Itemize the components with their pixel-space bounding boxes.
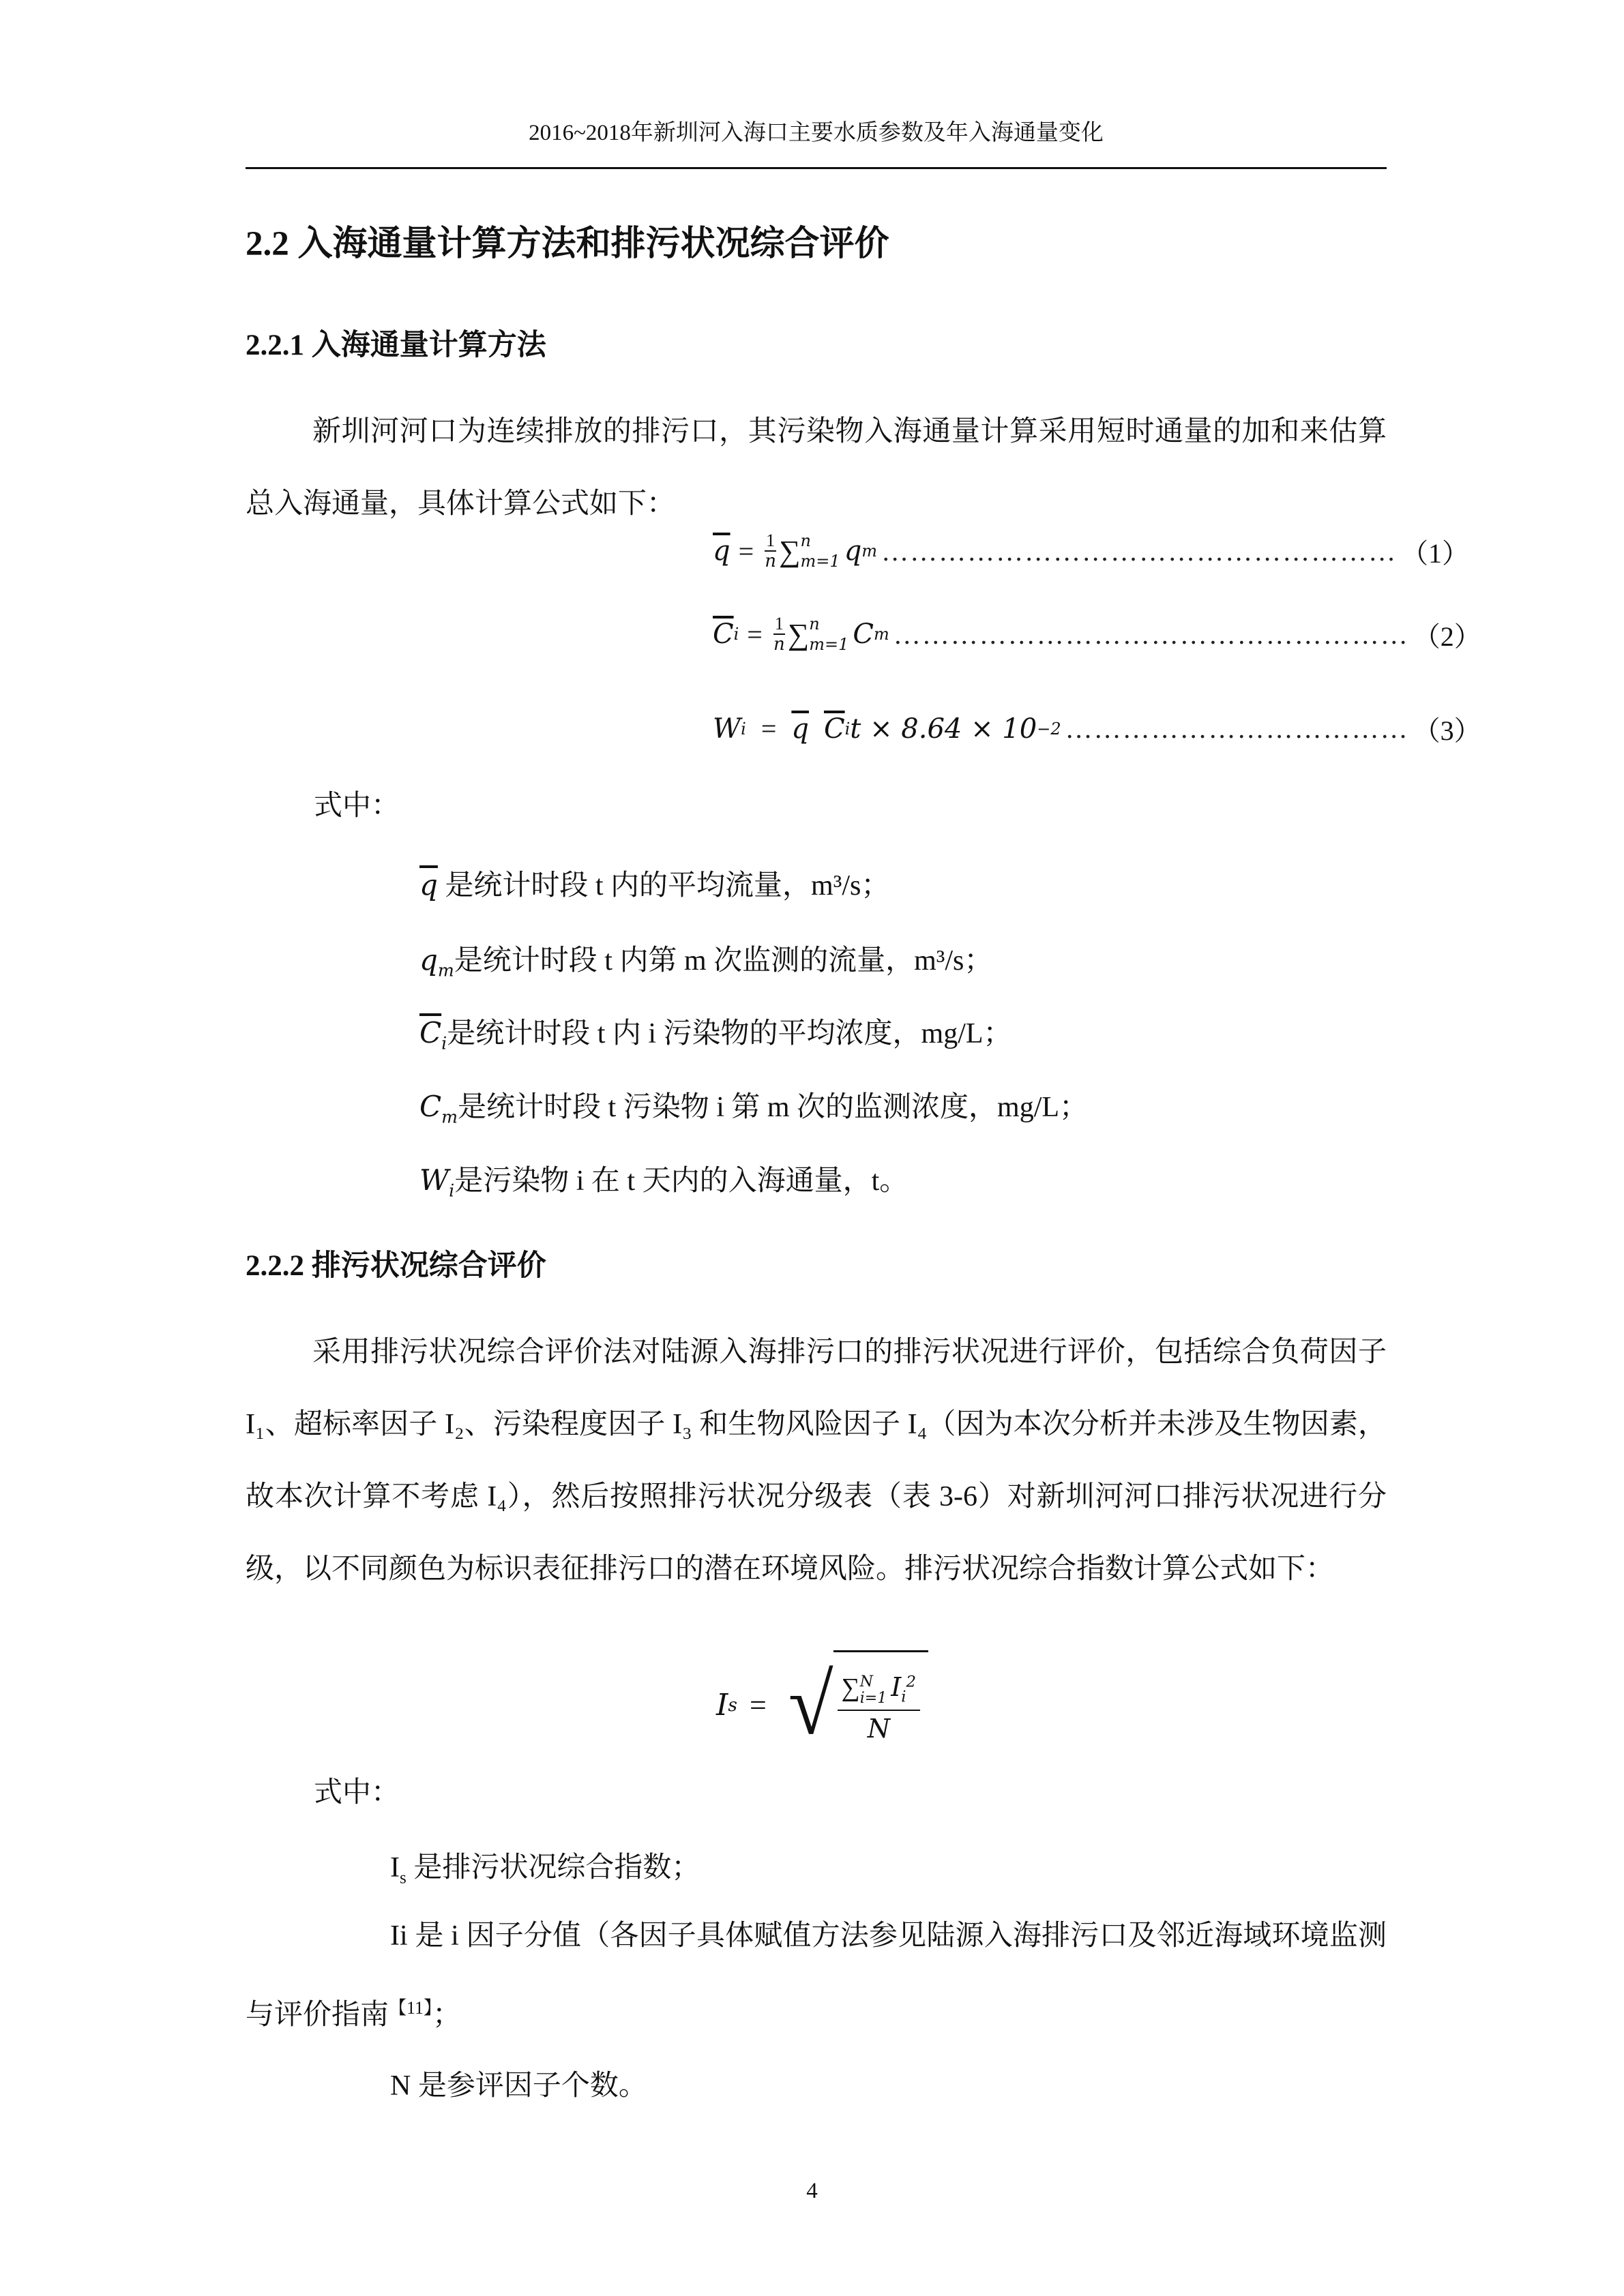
paragraph-flux-intro: 新圳河河口为连续排放的排污口，其污染物入海通量计算采用短时通量的加和来估算总入海通量，具体计算公式如下：	[246, 416, 1387, 520]
definition-is: $I_s$ 是排污状况综合指数；	[390, 1852, 700, 1888]
paragraph-evaluation: 采用排污状况综合评价法对陆源入海排污口的排污状况进行评价，包括综合负荷因子 I₁、超标率因子 I₂、污染程度因子 I₃ 和生物风险因子 I₄（因为本次分析并未涉及生物因素，故本次计算不考虑 I₄），然后按照排污状况分级表（表 3-6）对新圳河河口排污状况进行分级，以不同颜色为标识表征排污口的潜在环境风险。排污状况综合指数计算公式如下：	[246, 1337, 1387, 1585]
eq2-label: （2）	[1413, 621, 1481, 652]
definition-qm: $q_m$是统计时段 t 内第 m 次监测的流量，m³/s；	[419, 943, 993, 981]
eq1-label: （1）	[1401, 537, 1470, 569]
definition-q-mean: $\overline{q}$ 是统计时段 t 内的平均流量，m³/s；	[419, 868, 890, 901]
eq3-label: （3）	[1413, 715, 1481, 746]
where-label-1: 式中：	[314, 790, 400, 822]
running-header: 2016~2018年新圳河入海口主要水质参数及年入海通量变化	[529, 121, 1104, 145]
equation-2: $\overline{C}$ i = $\frac{1}{n}$ ∑ n m=1 C m ……………………………………………… （2）	[713, 614, 1481, 655]
section-title: 2.2 入海通量计算方法和排污状况综合评价	[246, 225, 889, 263]
definition-wi: $W_i$是污染物 i 在 t 天内的入海通量，t。	[419, 1163, 909, 1201]
sqrt-expression: √ ∑ N i=1 $I_i^2$ N	[788, 1650, 928, 1759]
definition-cm: $C_m$是统计时段 t 污染物 i 第 m 次的监测浓度，mg/L；	[419, 1090, 1089, 1127]
equation-is: I s = √ ∑ N i=1 $I_i^2$ N	[716, 1650, 928, 1759]
definition-ci-mean: $\overline{C}_i$是统计时段 t 内 i 污染物的平均浓度，mg/L；	[419, 1016, 1012, 1054]
eq1-lhs: $\overline{q}$	[713, 535, 730, 567]
page-number: 4	[806, 2179, 818, 2203]
definition-n: N 是参评因子个数。	[390, 2070, 647, 2102]
subsection-title-2: 2.2.2 排污状况综合评价	[246, 1250, 546, 1282]
equation-3: W i = $\overline{q}$ $\overline{C}$ i t × 8.64 × 10 −2 ……………………………… （3）	[713, 709, 1388, 748]
equation-1: $\overline{q}$ = $\frac{1}{n}$ ∑ n m=1 q m ……………………………………………… （1）	[713, 531, 1470, 571]
header-rule	[246, 167, 1387, 169]
eq1-fraction: $\frac{1}{n}$	[765, 531, 777, 571]
where-label-2: 式中：	[314, 1777, 400, 1808]
subsection-title-1: 2.2.1 入海通量计算方法	[246, 329, 546, 361]
definition-ii: Ii 是 i 因子分值（各因子具体赋值方法参见陆源入海排污口及邻近海域环境监测与评价指南$^{【11】}$；	[246, 1920, 1387, 2031]
